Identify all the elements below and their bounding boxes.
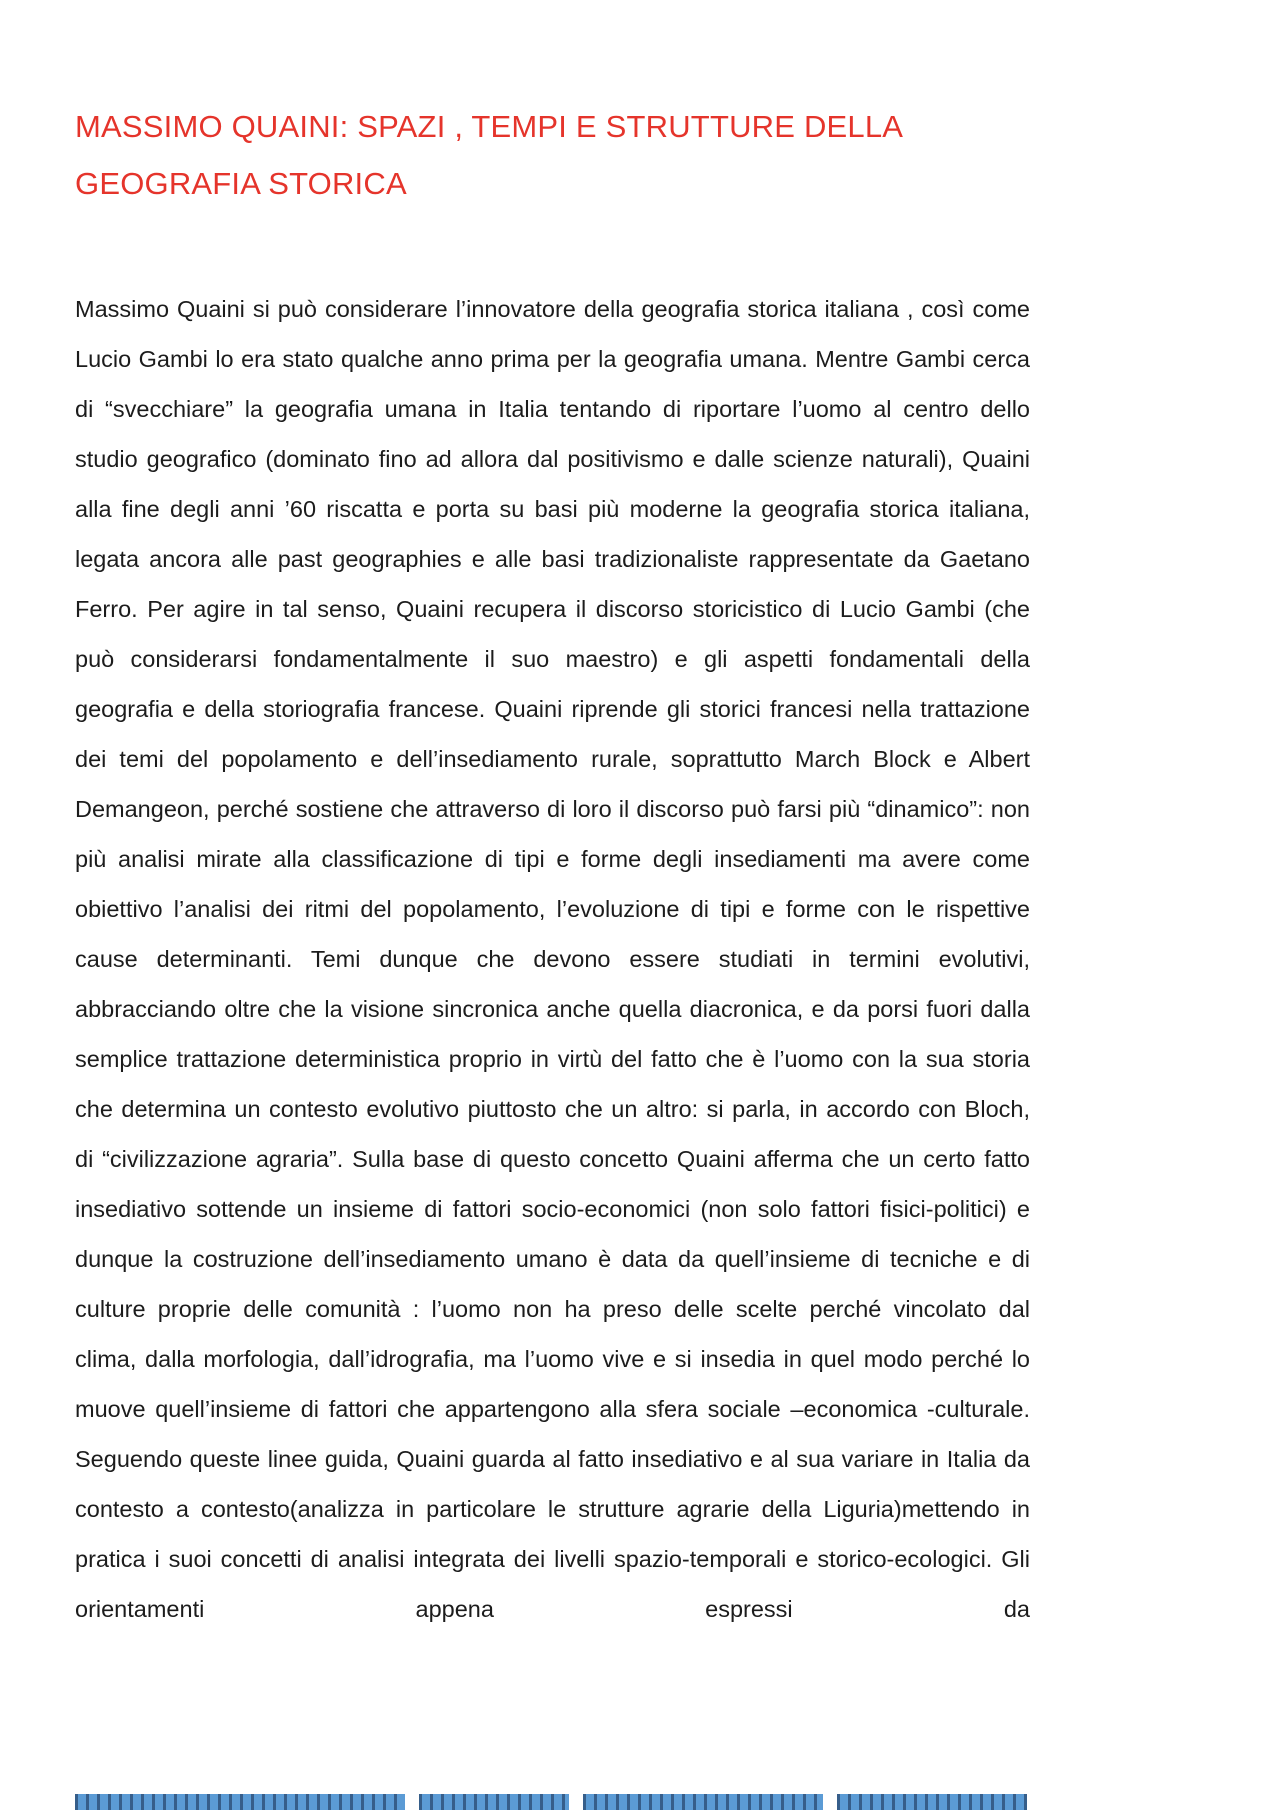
selection-highlight-fragment [419, 1794, 569, 1810]
clipped-selected-line [75, 1794, 1030, 1810]
selection-highlight-fragment [75, 1794, 405, 1810]
title-line-1: MASSIMO QUAINI: SPAZI , TEMPI E STRUTTURE DELLA [75, 109, 904, 144]
document-title [75, 98, 1030, 212]
body-text-container [75, 284, 1030, 1634]
body-paragraph: Massimo Quaini si può considerare l’innovatore della geografia storica italiana , così come Lucio Gambi lo era stato qualche anno prima per la geografia umana. Mentre Gambi cerca di “svecchiare” la geografia umana in Italia tentando di riportare l’uomo al centro dello studio geografico (dominato fino ad allora dal positivismo e dalle scienze naturali), Quaini alla fine degli anni ’60 riscatta e porta su basi più moderne la geografia storica italiana, legata ancora alle past geographies e alle basi tradizionaliste rappresentate da Gaetano Ferro. Per agire in tal senso, Quaini recupera il discorso storicistico di Lucio Gambi (che può considerarsi fondamentalmente il suo maestro) e gli aspetti fondamentali della geografia e della storiografia francese. Quaini riprende gli storici francesi nella trattazione dei temi del popolamento e dell’insediamento rurale, soprattutto March Block e Albert Demangeon, perché sostiene che attraverso di loro il discorso può farsi più “dinamico”: non più analisi mirate alla classificazione di tipi e forme degli insediamenti ma avere come obiettivo l’analisi dei ritmi del popolamento, l’evoluzione di tipi e forme con le rispettive cause determinanti. Temi dunque che devono essere studiati in termini evolutivi, abbracciando oltre che la visione sincronica anche quella diacronica, e da porsi fuori dalla semplice trattazione deterministica proprio in virtù del fatto che è l’uomo con la sua storia che determina un contesto evolutivo piuttosto che un altro: si parla, in accordo con Bloch, di “civilizzazione agraria”. Sulla base di questo concetto Quaini afferma che un certo fatto insediativo sottende un insieme di fattori socio-economici (non solo fattori fisici-politici) e dunque la costruzione dell’insediamento umano è data da quell’insieme di tecniche e di culture proprie delle comunità : l’uomo non ha preso delle scelte perché vincolato dal clima, dalla morfologia, dall’idrografia, ma l’uomo vive e si insedia in quel modo perché lo muove quell’insieme di fattori che appartengono alla sfera sociale –economica -culturale. Seguendo queste linee guida, Quaini guarda al fatto insediativo e al sua variare in Italia da contesto a contesto(analizza in particolare le strutture agrarie della Liguria)mettendo in pratica i suoi concetti di analisi integrata dei livelli spazio-temporali e storico-ecologici. Gli orientamenti appena espressi da [75, 296, 1030, 1622]
title-line-2: GEOGRAFIA STORICA [75, 166, 407, 201]
selection-highlight-fragment [583, 1794, 823, 1810]
selection-highlight-fragment [837, 1794, 1027, 1810]
